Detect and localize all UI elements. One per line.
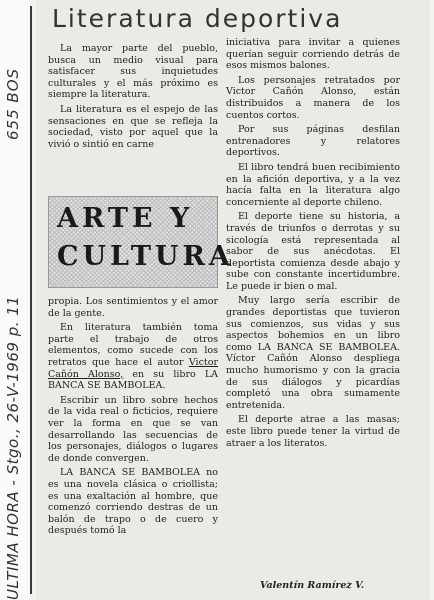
article-column-right bbox=[226, 37, 400, 452]
paragraph: propia. Los sentimientos y el amor de la gente. bbox=[48, 296, 218, 319]
paragraph: LA BANCA SE BAMBOLEA no es una novela clásica o criollista; es una exaltación al hombre, que comenzó corriendo destras de un balón de trapo o de cuero y después tomó la bbox=[48, 467, 218, 537]
paragraph: Los personajes retratados por Victor Cañón Alonso, están distribuidos a manera de los cuentos cortos. bbox=[226, 74, 400, 121]
article-headline: Literatura deportiva bbox=[52, 4, 343, 33]
paragraph: Muy largo sería escribir de grandes deportistas que tuvieron sus comienzos, sus vidas y sus aspectos bohemios en un libro como LA BANCA SE BAMBOLEA. Víctor Cañón Alonso despliega mucho humorismo y con la gracia de sus diálogos y picardías completó una obra sumamente entretenida. bbox=[226, 295, 400, 411]
handwritten-source-date: ULTIMA HORA - Stgo., 26-V-1969 p. 11 bbox=[4, 295, 22, 600]
article-column-left-bottom bbox=[48, 296, 218, 540]
arte-y-cultura-section-logo bbox=[48, 196, 234, 288]
paragraph: La mayor parte del pueblo, busca un medio visual para satisfacer sus inquietudes culturales y el más próximo es siempre la literatura. bbox=[48, 43, 218, 101]
paragraph: El libro tendrá buen recibimiento en la afición deportiva, y a la vez hacía falta en la literatura algo concerniente al deporte chileno. bbox=[226, 161, 400, 208]
archive-margin-note bbox=[0, 0, 30, 600]
paragraph: El deporte atrae a las masas; este libro puede tener la virtud de atraer a los literatos. bbox=[226, 414, 400, 449]
paragraph-text: en su libro LA BANCA SE BAMBOLEA. bbox=[48, 368, 218, 392]
handwritten-catalog-number: 655 BOS bbox=[4, 67, 22, 140]
paragraph: El deporte tiene su historia, a través de triunfos o derrotas y su sicología está representada al sabor de sus anécdotas. El deportista comienza desde abajo y sube con constante incertidumbre. Le puede ir bien o mal. bbox=[226, 211, 400, 292]
article-column-left-top bbox=[48, 43, 218, 153]
paragraph-text: En literatura también toma parte el trabajo de otros elementos, como sucede con los retratos que hace el autor bbox=[48, 322, 218, 368]
author-signature: Valentín Ramírez V. bbox=[260, 580, 365, 591]
logo-word-arte-y: ARTE Y bbox=[57, 203, 194, 234]
logo-word-cultura: CULTURA bbox=[57, 241, 234, 272]
margin-divider-line bbox=[30, 6, 32, 594]
paragraph-author-mention bbox=[48, 322, 218, 392]
paragraph: iniciativa para invitar a quienes querían seguir corriendo detrás de esos mismos balones. bbox=[226, 37, 400, 72]
paragraph: Por sus páginas desfilan entrenadores y relatores deportivos. bbox=[226, 124, 400, 159]
paragraph: La literatura es el espejo de las sensaciones en que se refleja la sociedad, visto por aquel que la vivió o sintió en carne bbox=[48, 103, 218, 150]
author-name-underlined: Victor Cañón Alonso, bbox=[48, 356, 218, 380]
paragraph: Escribir un libro sobre hechos de la vida real o ficticios, requiere ver la forma en que se van desarrollando las secuencias de los personajes, diálogos o lugares de donde convergen. bbox=[48, 394, 218, 464]
